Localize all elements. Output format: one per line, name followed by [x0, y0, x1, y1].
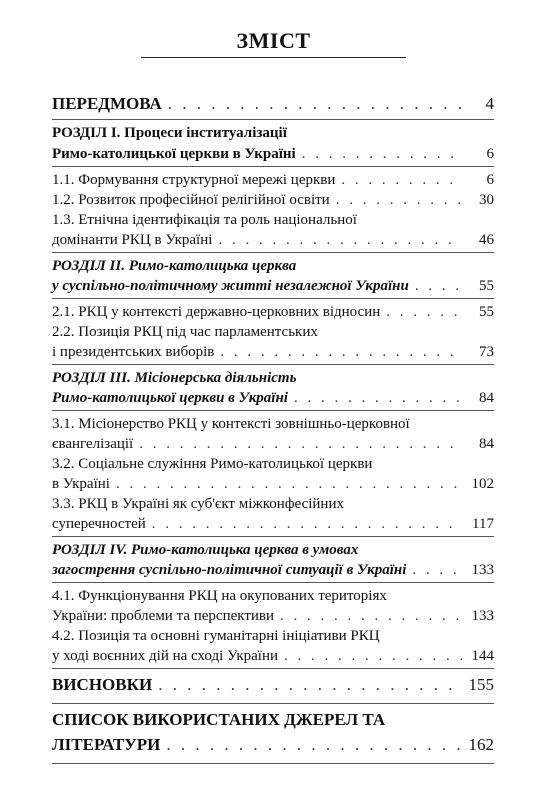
toc-entry-3-3-heading[interactable]: [52, 493, 494, 515]
toc-page-number: 162: [468, 735, 494, 754]
toc-entry-3-1-heading[interactable]: [52, 413, 494, 435]
dot-leader: [412, 559, 462, 581]
toc-entry-title: 1.2. Розвиток професійної релігійної освіти: [52, 192, 330, 208]
toc-entry-title: 4.1. Функціонування РКЦ на окупованих територіях: [52, 588, 387, 604]
toc-page-number: 84: [479, 390, 494, 406]
dot-leader: [166, 734, 462, 756]
toc-page-number: 84: [479, 436, 494, 452]
toc-entry-title: в Україні: [52, 476, 110, 492]
toc-entry-3-1[interactable]: [52, 433, 494, 455]
toc-entry-3-3[interactable]: [52, 513, 494, 535]
toc-entry-1-2[interactable]: [52, 189, 494, 211]
toc-entry-title: РОЗДІЛ ІІ. Римо-католицька церква: [52, 258, 297, 274]
toc-entry-2-1[interactable]: [52, 301, 494, 323]
dot-leader: [139, 433, 462, 455]
toc-entry-title: 2.2. Позиція РКЦ під час парламентських: [52, 324, 318, 340]
toc-entry-title: загострення суспільно-політичної ситуації в Україні: [52, 562, 407, 578]
toc-page-number: 155: [468, 675, 494, 694]
toc-chapter-1[interactable]: [52, 143, 494, 165]
toc-entry-title: 3.3. РКЦ в Україні як суб'єкт міжконфесійних: [52, 496, 344, 512]
dot-leader: [336, 189, 462, 211]
toc-entry-title: ВИСНОВКИ: [52, 675, 153, 694]
toc-entry-title: 3.1. Місіонерство РКЦ у контексті зовнішньо-церковної: [52, 416, 410, 432]
toc-entry-title: суперечностей: [52, 516, 146, 532]
dot-leader: [386, 301, 462, 323]
title-underline: [141, 57, 406, 58]
dot-leader: [116, 473, 462, 495]
toc-entry-2-2-heading[interactable]: [52, 321, 494, 343]
toc-page-number: 6: [486, 172, 494, 188]
toc-entry-title: ПЕРЕДМОВА: [52, 94, 162, 113]
dot-leader: [341, 169, 462, 191]
toc-chapter-3[interactable]: [52, 387, 494, 409]
toc-page-number: 6: [486, 146, 494, 162]
section-divider: [52, 668, 494, 669]
toc-page-number: 30: [479, 192, 494, 208]
toc-chapter-1-heading[interactable]: [52, 122, 494, 144]
toc-entry-1-3[interactable]: [52, 229, 494, 251]
toc-chapter-4-heading[interactable]: [52, 539, 494, 561]
toc-entry-title: і президентських виборів: [52, 344, 215, 360]
toc-entry-4-2[interactable]: [52, 645, 494, 667]
section-divider: [52, 763, 494, 764]
toc-entry-2-2[interactable]: [52, 341, 494, 363]
dot-leader: [415, 275, 462, 297]
toc-entry-title: Римо-католицької церкви в Україні: [52, 390, 288, 406]
toc-chapter-3-heading[interactable]: [52, 367, 494, 389]
toc-entry-references-heading[interactable]: [52, 709, 494, 731]
toc-page-number: 4: [485, 94, 494, 113]
dot-leader: [218, 229, 462, 251]
toc-chapter-2[interactable]: [52, 275, 494, 297]
toc-entry-title: ЛІТЕРАТУРИ: [52, 735, 161, 754]
toc-entry-4-2-heading[interactable]: [52, 625, 494, 647]
toc-page-number: 133: [471, 608, 494, 624]
dot-leader: [280, 605, 462, 627]
section-divider: [52, 703, 494, 704]
section-divider: [52, 252, 494, 253]
dot-leader: [220, 341, 462, 363]
toc-entry-4-1-heading[interactable]: [52, 585, 494, 607]
toc-entry-1-3-heading[interactable]: [52, 209, 494, 231]
toc-entry-title: 3.2. Соціальне служіння Римо-католицької церкви: [52, 456, 373, 472]
toc-page-number: 46: [479, 232, 494, 248]
section-divider: [52, 119, 494, 120]
toc-page-number: 117: [472, 516, 494, 532]
toc-entry-title: РОЗДІЛ ІV. Римо-католицька церква в умовах: [52, 542, 359, 558]
toc-entry-4-1[interactable]: [52, 605, 494, 627]
toc-page-number: 73: [479, 344, 494, 360]
toc-entry-1-1[interactable]: [52, 169, 494, 191]
dot-leader: [168, 93, 462, 115]
dot-leader: [152, 513, 462, 535]
toc-entry-title: євангелізації: [52, 436, 134, 452]
toc-entry-conclusions[interactable]: [52, 674, 494, 696]
toc-entry-references[interactable]: [52, 734, 494, 756]
toc-entry-3-2-heading[interactable]: [52, 453, 494, 475]
section-divider: [52, 536, 494, 537]
toc-chapter-4[interactable]: [52, 559, 494, 581]
toc-entry-preface[interactable]: [52, 93, 494, 115]
toc-entry-title: у суспільно-політичному житті незалежної України: [52, 278, 409, 294]
page-title: ЗМІСТ: [236, 28, 311, 53]
toc-entry-title: РОЗДІЛ ІІІ. Місіонерська діяльність: [52, 370, 297, 386]
section-divider: [52, 582, 494, 583]
toc-entry-title: домінанти РКЦ в Україні: [52, 232, 213, 248]
dot-leader: [294, 387, 462, 409]
toc-page-number: 55: [479, 304, 494, 320]
toc-page-number: 144: [471, 648, 494, 664]
toc-entry-3-2[interactable]: [52, 473, 494, 495]
toc-chapter-2-heading[interactable]: [52, 255, 494, 277]
toc-entry-title: 4.2. Позиція та основні гуманітарні ініціативи РКЦ: [52, 628, 380, 644]
dot-leader: [302, 143, 462, 165]
toc-entry-title: 1.3. Етнічна ідентифікація та роль національної: [52, 212, 357, 228]
dot-leader: [284, 645, 462, 667]
section-divider: [52, 298, 494, 299]
toc-entry-title: 1.1. Формування структурної мережі церкви: [52, 172, 336, 188]
toc-page-number: 102: [471, 476, 494, 492]
toc-entry-title: СПИСОК ВИКОРИСТАНИХ ДЖЕРЕЛ ТА: [52, 710, 386, 729]
section-divider: [52, 364, 494, 365]
toc-entry-title: Римо-католицької церкви в Україні: [52, 146, 296, 162]
toc-entry-title: РОЗДІЛ І. Процеси інституалізації: [52, 125, 287, 141]
toc-entry-title: 2.1. РКЦ у контексті державно-церковних відносин: [52, 304, 381, 320]
dot-leader: [158, 674, 462, 696]
toc-page-number: 133: [471, 562, 494, 578]
toc-page-number: 55: [479, 278, 494, 294]
section-divider: [52, 410, 494, 411]
toc-entry-title: у ході воєнних дій на сході України: [52, 648, 279, 664]
section-divider: [52, 166, 494, 167]
toc-entry-title: України: проблеми та перспективи: [52, 608, 275, 624]
